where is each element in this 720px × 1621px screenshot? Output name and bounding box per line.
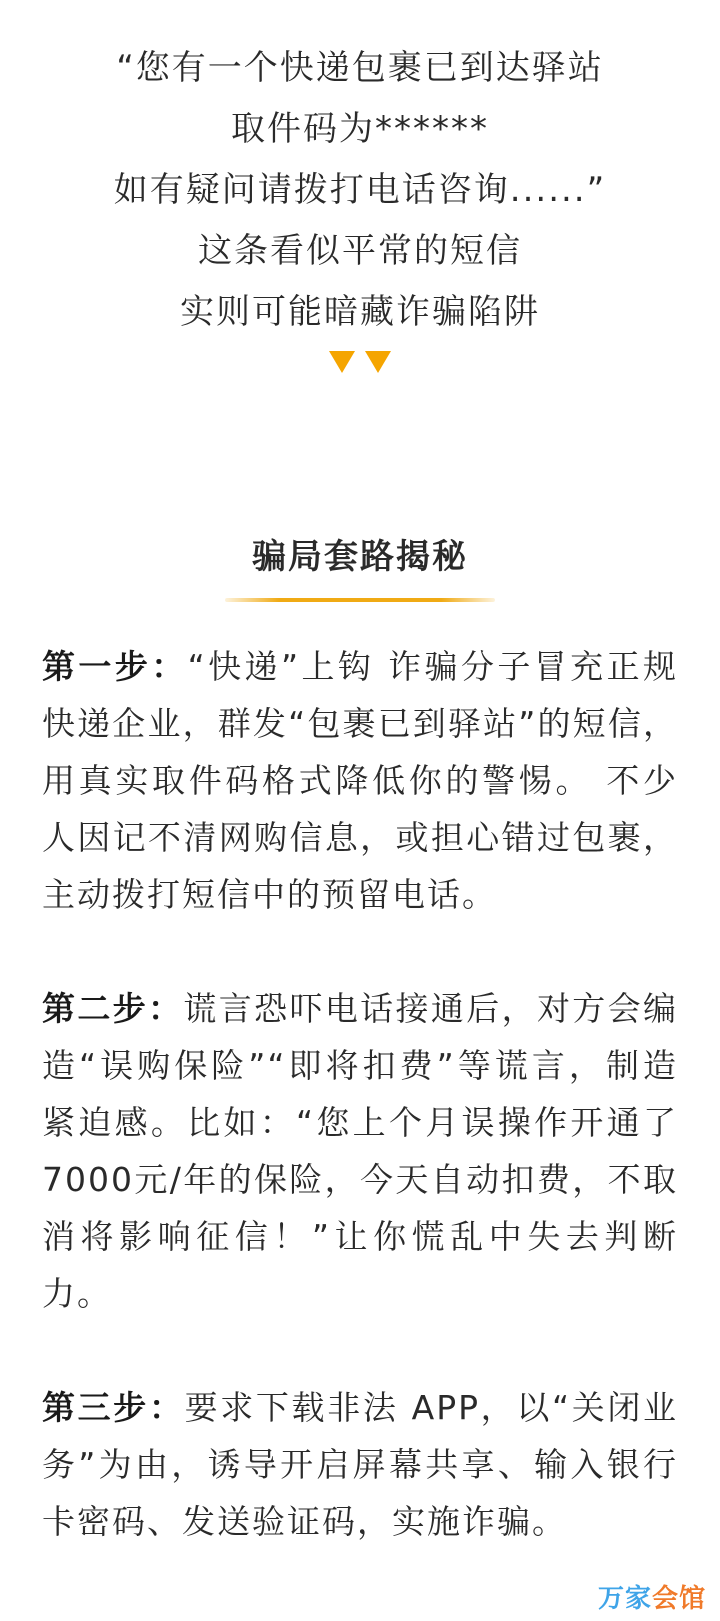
intro-line-4: 这条看似平常的短信 bbox=[198, 231, 522, 271]
triangle-down-icon bbox=[365, 351, 391, 373]
step-3-label: 第三步： bbox=[42, 1388, 185, 1427]
watermark-part-2: 会馆 bbox=[651, 1584, 706, 1614]
step-1 bbox=[42, 638, 678, 923]
intro-line-5: 实则可能暗藏诈骗陷阱 bbox=[180, 292, 540, 332]
step-2-label: 第二步： bbox=[42, 989, 184, 1028]
step-1-text: “快递”上钩 诈骗分子冒充正规快递企业，群发“包裹已到驿站”的短信，用真实取件码格式降低你的警惕。 不少人因记不清网购信息，或担心错过包裹，主动拨打短信中的预留电话。 bbox=[42, 647, 678, 914]
intro-line-3: 如有疑问请拨打电话咨询......” bbox=[113, 170, 607, 210]
steps-list bbox=[0, 638, 720, 1550]
intro-block bbox=[0, 0, 720, 343]
section-title: 骗局套路揭秘 bbox=[252, 537, 468, 577]
step-1-label: 第一步： bbox=[42, 647, 188, 686]
down-arrows bbox=[0, 351, 720, 381]
step-3-text: 要求下载非法 APP，以“关闭业务”为由，诱导开启屏幕共享、输入银行卡密码、发送验证码，实施诈骗。 bbox=[42, 1388, 679, 1541]
watermark-logo bbox=[598, 1578, 706, 1615]
step-3 bbox=[42, 1379, 678, 1550]
step-2-text: 谎言恐吓电话接通后，对方会编造“误购保险”“即将扣费”等谎言，制造紧迫感。比如：“您上个月误操作开通了 7000元/年的保险，今天自动扣费，不取消将影响征信！”让你慌乱中失去判断力。 bbox=[42, 989, 679, 1313]
intro-line-1: “您有一个快递包裹已到达驿站 bbox=[116, 48, 604, 88]
watermark-part-1: 万家 bbox=[597, 1584, 652, 1614]
title-underline bbox=[225, 598, 495, 602]
triangle-down-icon bbox=[329, 351, 355, 373]
intro-line-2: 取件码为****** bbox=[231, 109, 489, 149]
step-2 bbox=[42, 980, 678, 1322]
